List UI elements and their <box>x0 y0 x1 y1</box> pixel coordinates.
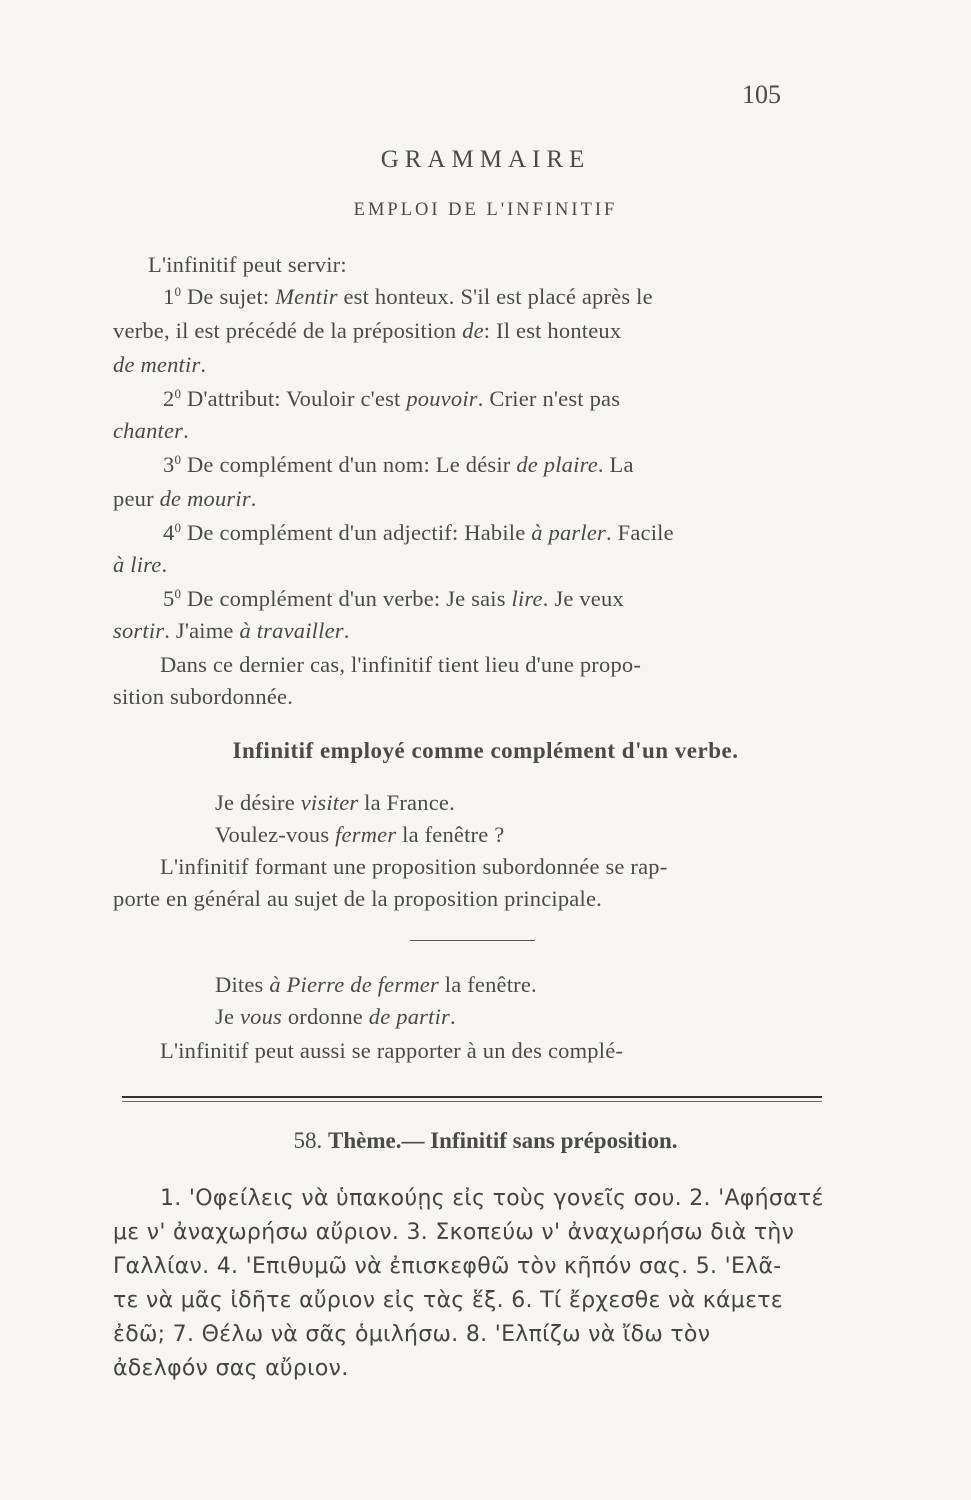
use-1-line-2: verbe, il est précédé de la préposition de: Il est honteux <box>113 318 622 343</box>
use-1-line-1: $1^0$ De sujet: Mentir est honteux. S'il est placé après le <box>163 284 653 309</box>
greek-line: ἐδῶ; 7. Θέλω νὰ σᾶς ὁμιλήσω. 8. 'Ελπίζω νὰ ἴδω τὸν <box>113 1322 711 1347</box>
rule-1-line-1: L'infinitif formant une proposition subordonnée se rap- <box>160 854 668 879</box>
greek-line: τε νὰ μᾶς ἰδῆτε αὔριον εἰς τὰς ἕξ. 6. Τί ἔρχεσθε νὰ κάμετε <box>113 1288 783 1313</box>
dans-ce-line-1: Dans ce dernier cas, l'infinitif tient lieu d'une propo- <box>160 652 642 677</box>
thin-divider <box>122 1101 822 1102</box>
use-5-line-2: sortir. J'aime à travailler. <box>113 618 350 643</box>
greek-line: ἀδελφόν σας αὔριον. <box>113 1356 349 1381</box>
use-4-line-1: $4^0$ De complément d'un adjectif: Habile à parler. Facile <box>163 520 674 545</box>
use-1-line-3: de mentir. <box>113 352 207 377</box>
greek-line: με ν' ἀναχωρήσω αὔριον. 3. Σκοπεύω ν' ἀναχωρήσω διὰ τὴν <box>113 1220 795 1245</box>
section-title: Infinitif employé comme complément d'un verbe. <box>232 738 739 763</box>
use-5-line-1: $5^0$ De complément d'un verbe: Je sais lire. Je veux <box>163 586 624 611</box>
example-4: Je vous ordonne de partir. <box>215 1004 456 1029</box>
use-2-line-2: chanter. <box>113 418 189 443</box>
example-2: Voulez-vous fermer la fenêtre ? <box>215 822 505 847</box>
intro-line: L'infinitif peut servir: <box>148 252 347 277</box>
rule-2-line: L'infinitif peut aussi se rapporter à un des complé- <box>160 1038 624 1063</box>
use-4-line-2: à lire. <box>113 552 168 577</box>
short-divider <box>410 940 535 941</box>
greek-line: Γαλλίαν. 4. 'Επιθυμῶ νὰ ἐπισκεφθῶ τὸν κῆπόν σας. 5. 'Ελᾶ- <box>113 1254 782 1279</box>
chapter-heading: GRAMMAIRE <box>380 146 591 173</box>
example-3: Dites à Pierre de fermer la fenêtre. <box>215 972 537 997</box>
use-3-line-2: peur de mourir. <box>113 486 257 511</box>
dans-ce-line-2: sition subordonnée. <box>113 684 294 709</box>
theme-title: 58. Thème.— Infinitif sans préposition. <box>293 1128 678 1153</box>
page-number: 105 <box>742 80 781 109</box>
use-2-line-1: $2^0$ D'attribut: Vouloir c'est pouvoir. Crier n'est pas <box>163 386 621 411</box>
thick-divider <box>122 1096 822 1098</box>
example-1: Je désire visiter la France. <box>215 790 455 815</box>
rule-1-line-2: porte en général au sujet de la proposition principale. <box>113 886 602 911</box>
section-heading: EMPLOI DE L'INFINITIF <box>353 200 618 220</box>
greek-line: 1. 'Οφείλεις νὰ ὑπακούῃς εἰς τοὺς γονεῖς σου. 2. 'Αφήσατέ <box>160 1186 824 1211</box>
use-3-line-1: $3^0$ De complément d'un nom: Le désir de plaire. La <box>163 452 634 477</box>
